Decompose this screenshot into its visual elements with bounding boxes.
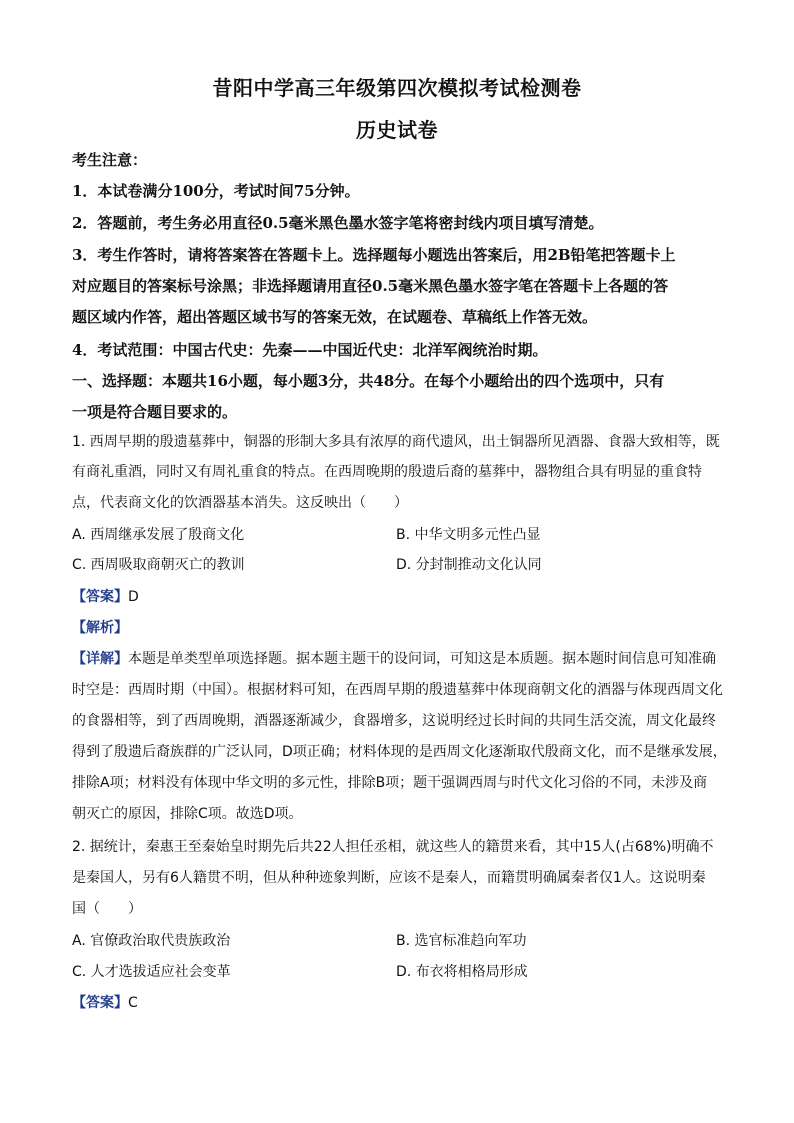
notice-heading: 考生注意： xyxy=(72,151,148,169)
q1-detail-line xyxy=(72,649,716,669)
notice-item: 1．本试卷满分100分，考试时间75分钟。 xyxy=(72,182,360,200)
q1-detail-line: 得到了殷遗后裔族群的广泛认同，D项正确；材料体现的是西周文化逐渐取代殷商文化，而不是继承发展， xyxy=(72,744,727,760)
question-1-text: 点，代表商文化的饮酒器基本消失。这反映出（ ） xyxy=(72,495,408,511)
exam-title: 昔阳中学高三年级第四次模拟考试检测卷 xyxy=(212,76,582,100)
q1-option-b: B. 中华文明多元性凸显 xyxy=(396,527,541,543)
notice-item: 3．考生作答时，请将答案答在答题卡上。选择题每小题选出答案后，用2B铅笔把答题卡上 xyxy=(72,246,676,264)
notice-item: 对应题目的答案标号涂黑；非选择题请用直径0.5毫米黑色墨水签字笔在答题卡上各题的答 xyxy=(72,277,669,295)
analysis-tag: 【解析】 xyxy=(72,620,128,636)
q2-option-c: C. 人才选拔适应社会变革 xyxy=(72,964,231,980)
q1-detail-line: 排除A项；材料没有体现中华文明的多元性，排除B项；题干强调西周与时代文化习俗的不同，未涉及商 xyxy=(72,775,708,791)
answer-tag: 【答案】 xyxy=(72,995,128,1011)
notice-item: 2．答题前，考生务必用直径0.5毫米黑色墨水签字笔将密封线内项目填写清楚。 xyxy=(72,214,604,232)
section-heading: 一、选择题：本题共16小题，每小题3分，共48分。在每个小题给出的四个选项中，只有 xyxy=(72,372,665,390)
q1-option-d: D. 分封制推动文化认同 xyxy=(396,557,542,573)
question-1-text: 有商礼重酒，同时又有周礼重食的特点。在西周晚期的殷遗后裔的墓葬中，器物组合具有明显的重食特 xyxy=(72,464,702,480)
q2-answer xyxy=(72,993,138,1013)
section-heading-cont: 一项是符合题目要求的。 xyxy=(72,403,238,421)
q1-option-a: A. 西周继承发展了殷商文化 xyxy=(72,527,245,543)
q2-option-b: B. 选官标准趋向军功 xyxy=(396,933,527,949)
answer-tag: 【答案】 xyxy=(72,589,128,605)
detail-tag: 【详解】 xyxy=(72,651,128,667)
q1-detail-line: 的食器相等，到了西周晚期，酒器逐渐减少，食器增多，这说明经过长时间的共同生活交流，周文化最终 xyxy=(72,713,716,729)
question-1-text: 1. 西周早期的殷遗墓葬中，铜器的形制大多具有浓厚的商代遗风，出土铜器所见酒器、食器大致相等，既 xyxy=(72,434,720,450)
q2-option-a: A. 官僚政治取代贵族政治 xyxy=(72,933,231,949)
q2-option-d: D. 布衣将相格局形成 xyxy=(396,964,528,980)
question-2-text: 2. 据统计，秦惠王至秦始皇时期先后共22人担任丞相，就这些人的籍贯来看，其中15人(占68%)明确不 xyxy=(72,839,714,855)
question-2-text: 是秦国人，另有6人籍贯不明，但从种种迹象判断，应该不是秦人，而籍贯明确属秦者仅1人。这说明秦 xyxy=(72,870,706,886)
notice-item: 4．考试范围：中国古代史：先秦——中国近代史：北洋军阀统治时期。 xyxy=(72,341,548,359)
question-2-text: 国（ ） xyxy=(72,901,142,917)
answer-value: D xyxy=(128,589,139,605)
q1-option-c: C. 西周吸取商朝灭亡的教训 xyxy=(72,557,245,573)
notice-item: 题区域内作答，超出答题区域书写的答案无效，在试题卷、草稿纸上作答无效。 xyxy=(72,308,598,326)
q1-detail-line: 时空是：西周时期（中国）。根据材料可知，在西周早期的殷遗墓葬中体现商朝文化的酒器与体现西周文化 xyxy=(72,682,723,698)
q1-detail-line: 朝灭亡的原因，排除C项。故选D项。 xyxy=(72,806,303,822)
q1-analysis xyxy=(72,618,128,638)
exam-subject: 历史试卷 xyxy=(356,118,438,142)
q1-answer xyxy=(72,587,139,607)
detail-text: 本题是单类型单项选择题。据本题主题干的设问词，可知这是本质题。据本题时间信息可知准确 xyxy=(128,651,716,667)
answer-value: C xyxy=(128,995,138,1011)
